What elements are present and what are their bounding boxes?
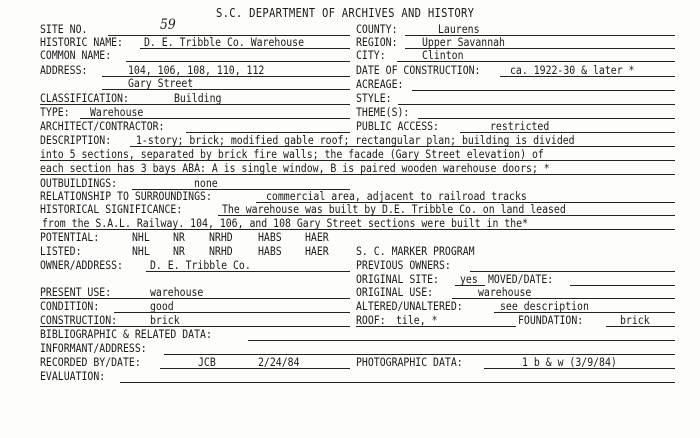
region-label: REGION:	[356, 36, 398, 49]
evaluation-label: EVALUATION:	[40, 370, 106, 383]
description-label: DESCRIPTION:	[40, 134, 112, 147]
potential-habs: HABS	[258, 231, 282, 244]
type-value: Warehouse	[90, 106, 144, 119]
public-access-line	[460, 132, 675, 133]
condition-line	[114, 312, 350, 313]
city-line	[397, 61, 675, 62]
date-of-construction-value: ca. 1922-30 & later *	[510, 64, 635, 77]
classification-line	[40, 104, 350, 105]
listed-habs: HABS	[258, 245, 282, 258]
altered-value: see description	[500, 300, 589, 313]
potential-label: POTENTIAL:	[40, 231, 100, 244]
description-underline-2	[40, 160, 675, 161]
condition-value: good	[150, 300, 174, 313]
previous-owners-line	[470, 271, 675, 272]
county-value: Laurens	[438, 23, 480, 36]
original-site-value: yes	[460, 273, 478, 286]
original-site-label: ORIGINAL SITE:	[356, 273, 439, 286]
date-of-construction-line	[500, 76, 675, 77]
city-value: Clinton	[422, 49, 464, 62]
construction-line	[40, 326, 350, 327]
historic-name-value: D. E. Tribble Co. Warehouse	[144, 36, 305, 49]
listed-nhl: NHL	[132, 245, 150, 258]
description-underline-1	[130, 146, 675, 147]
construction-label: CONSTRUCTION:	[40, 314, 118, 327]
original-use-label: ORIGINAL USE:	[356, 286, 434, 299]
outbuildings-label: OUTBUILDINGS:	[40, 177, 118, 190]
photographic-line	[484, 368, 675, 369]
condition-label: CONDITION:	[40, 300, 100, 313]
relationship-label: RELATIONSHIP TO SURROUNDINGS:	[40, 190, 212, 203]
present-use-value: warehouse	[150, 286, 204, 299]
listed-label: LISTED:	[40, 245, 82, 258]
historic-name-label: HISTORIC NAME:	[40, 36, 123, 49]
informant-label: INFORMANT/ADDRESS:	[40, 342, 147, 355]
address-underline-2	[102, 89, 350, 90]
site-no-value: 59	[160, 17, 176, 33]
historical-significance-label: HISTORICAL SIGNIFICANCE:	[40, 203, 183, 216]
listed-haer: HAER	[305, 245, 329, 258]
recorded-date-value: 2/24/84	[258, 356, 300, 369]
common-name-line	[126, 61, 350, 62]
recorded-by-line	[160, 368, 350, 369]
foundation-value: brick	[620, 314, 650, 327]
type-line	[80, 118, 350, 119]
public-access-value: restricted	[490, 120, 550, 133]
description-line-2: into 5 sections, separated by brick fire walls; the facade (Gary Street elevation) of	[40, 148, 544, 161]
previous-owners-label: PREVIOUS OWNERS:	[356, 259, 451, 272]
acreage-label: ACREAGE:	[356, 78, 404, 91]
moved-date-line	[570, 285, 675, 286]
acreage-line	[412, 90, 675, 91]
site-no-label: SITE NO.	[40, 23, 88, 36]
original-use-line	[452, 298, 675, 299]
historical-significance-line-1: The warehouse was built by D.E. Tribble Co. on land leased	[222, 203, 566, 216]
region-value: Upper Savannah	[422, 36, 505, 49]
altered-line	[494, 312, 675, 313]
informant-line	[164, 354, 675, 355]
address-line-2: Gary Street	[128, 77, 194, 90]
historical-significance-line-2: from the S.A.L. Railway. 104, 106, and 108 Gary Street sections were built in the*	[42, 217, 529, 230]
potential-nhl: NHL	[132, 231, 150, 244]
potential-nrhd: NRHD	[209, 231, 233, 244]
roof-label: ROOF:	[356, 314, 386, 327]
address-line-1: 104, 106, 108, 110, 112	[128, 64, 265, 77]
style-line	[398, 104, 675, 105]
outbuildings-value: none	[194, 177, 218, 190]
foundation-line	[606, 326, 675, 327]
original-use-value: warehouse	[478, 286, 532, 299]
bibliographic-line	[248, 340, 675, 341]
theme-label: THEME(S):	[356, 106, 410, 119]
photographic-label: PHOTOGRAPHIC DATA:	[356, 356, 463, 369]
foundation-label: FOUNDATION:	[518, 314, 584, 327]
present-use-label: PRESENT USE:	[40, 286, 112, 299]
evaluation-line	[120, 382, 675, 383]
roof-line	[356, 326, 516, 327]
historic-name-line	[140, 48, 350, 49]
classification-label: CLASSIFICATION:	[40, 92, 129, 105]
description-line-1: 1-story; brick; modified gable roof; rectangular plan; building is divided	[136, 134, 575, 147]
common-name-label: COMMON NAME:	[40, 49, 112, 62]
description-line-3: each section has 3 bays ABA: A is single window, B is paired wooden warehouse doors; *	[40, 162, 550, 175]
listed-nrhd: NRHD	[209, 245, 233, 258]
county-label: COUNTY:	[356, 23, 398, 36]
relationship-value: commercial area, adjacent to railroad tracks	[266, 190, 527, 203]
city-label: CITY:	[356, 49, 386, 62]
roof-value: tile, *	[396, 314, 438, 327]
description-underline-3	[40, 174, 675, 175]
historical-significance-underline-1	[218, 215, 675, 216]
photographic-value: 1 b & w (3/9/84)	[522, 356, 617, 369]
potential-haer: HAER	[305, 231, 329, 244]
date-of-construction-label: DATE OF CONSTRUCTION:	[356, 64, 481, 77]
potential-nr: NR	[173, 231, 185, 244]
construction-value: brick	[150, 314, 180, 327]
historical-significance-underline-2	[40, 229, 675, 230]
listed-nr: NR	[173, 245, 185, 258]
present-use-line	[40, 298, 350, 299]
marker-program-label: S. C. MARKER PROGRAM	[356, 245, 475, 258]
style-label: STYLE:	[356, 92, 392, 105]
theme-line	[418, 118, 675, 119]
form-title: S.C. DEPARTMENT OF ARCHIVES AND HISTORY	[216, 6, 475, 20]
architect-label: ARCHITECT/CONTRACTOR:	[40, 120, 165, 133]
type-label: TYPE:	[40, 106, 70, 119]
public-access-label: PUBLIC ACCESS:	[356, 120, 439, 133]
altered-label: ALTERED/UNALTERED:	[356, 300, 463, 313]
bibliographic-label: BIBLIOGRAPHIC & RELATED DATA:	[40, 328, 212, 341]
recorded-by-label: RECORDED BY/DATE:	[40, 356, 141, 369]
recorded-by-value: JCB	[198, 356, 216, 369]
moved-date-label: MOVED/DATE:	[488, 273, 554, 286]
owner-address-line	[146, 271, 350, 272]
owner-address-value: D. E. Tribble Co.	[150, 259, 251, 272]
architect-line	[186, 132, 350, 133]
owner-address-label: OWNER/ADDRESS:	[40, 259, 123, 272]
classification-value: Building	[174, 92, 222, 105]
address-label: ADDRESS:	[40, 64, 88, 77]
